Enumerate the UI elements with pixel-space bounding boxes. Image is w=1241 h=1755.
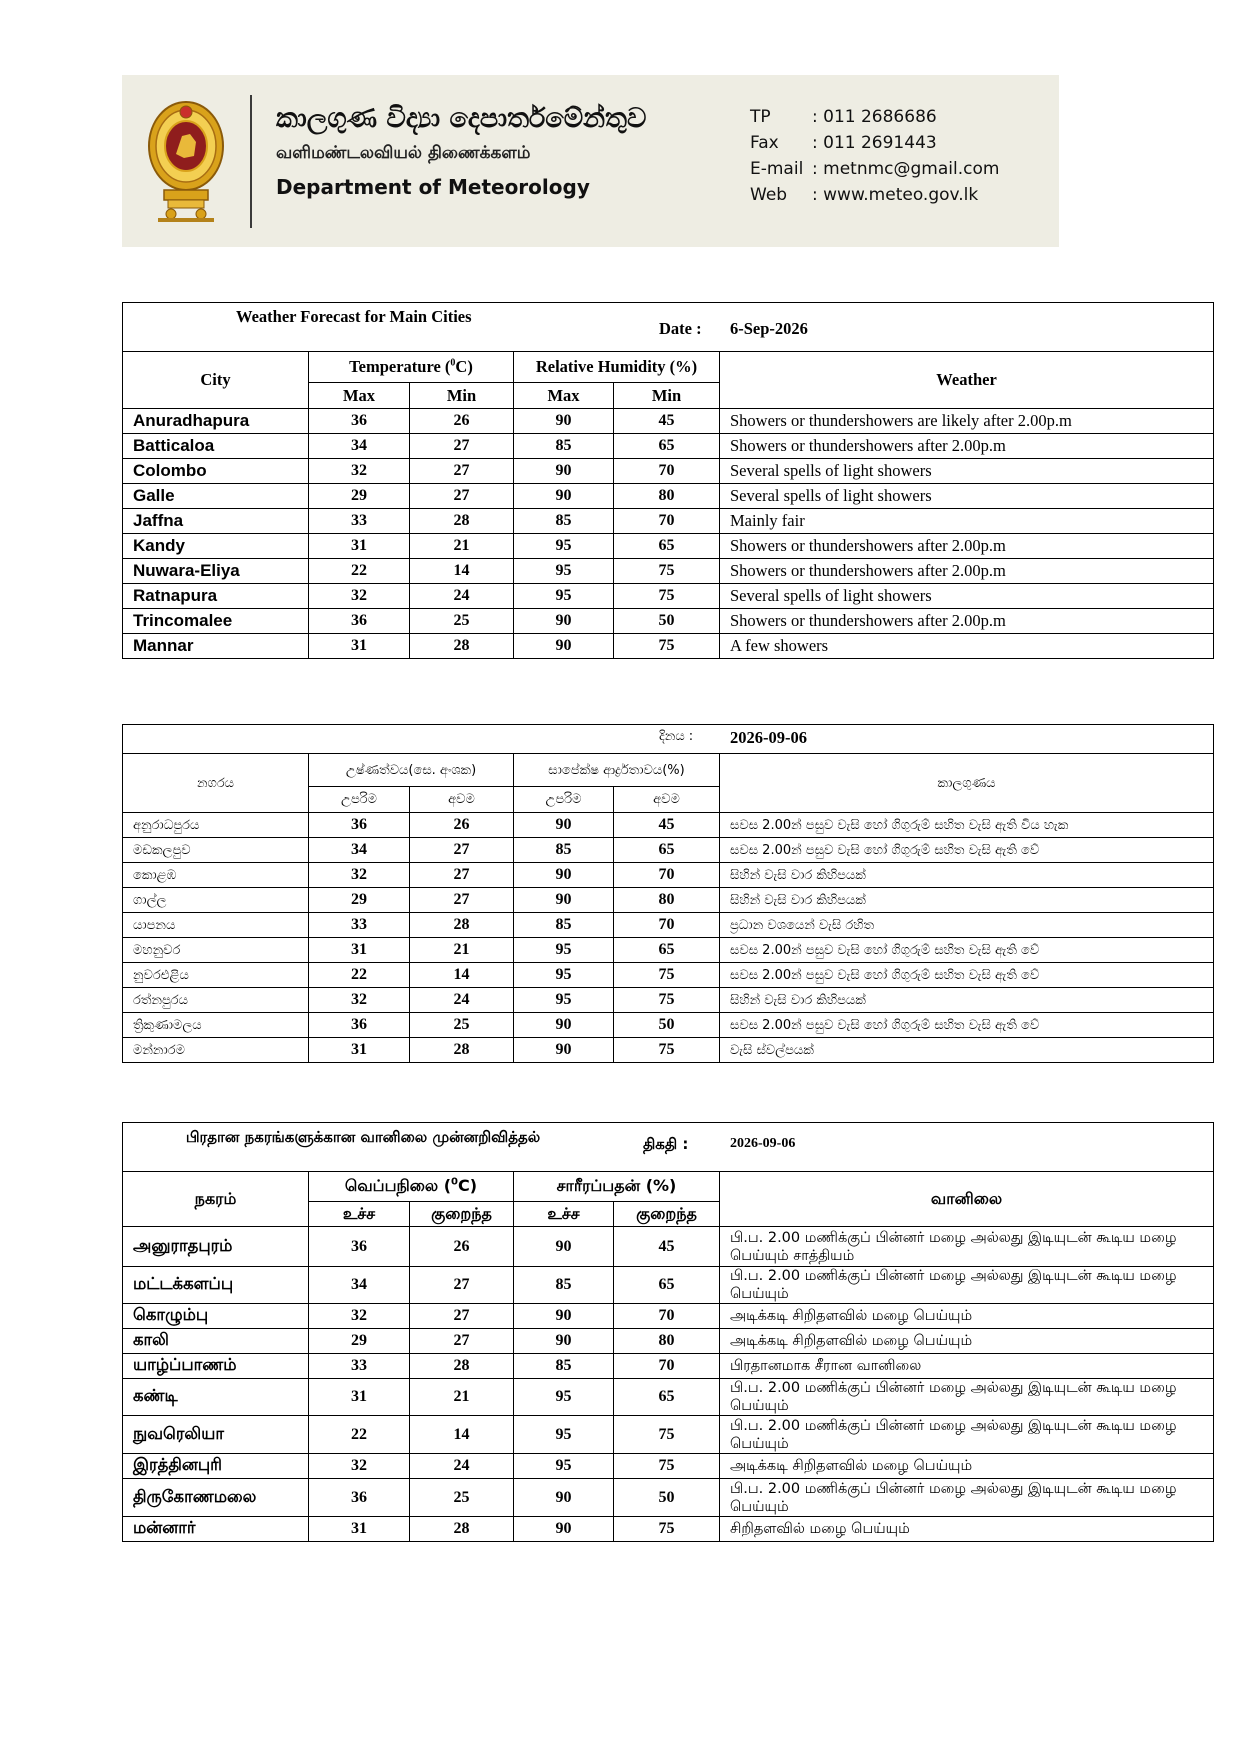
table-row: [123, 913, 1214, 938]
temp-min-cell: 21: [410, 1379, 514, 1416]
city-cell: Jaffna: [123, 509, 309, 534]
rh-min-cell: 75: [614, 584, 720, 609]
col-header-temp-max: உச்ச: [309, 1202, 410, 1227]
col-header-city: City: [123, 352, 309, 409]
table-row: [123, 409, 1214, 434]
rh-min-cell: 65: [614, 534, 720, 559]
weather-cell: Showers or thundershowers after 2.00p.m: [720, 434, 1214, 459]
city-cell: නුවරඑළිය: [123, 963, 309, 988]
city-cell: රත්නපුරය: [123, 988, 309, 1013]
table-row: [123, 1517, 1214, 1542]
rh-min-cell: 70: [614, 913, 720, 938]
rh-min-cell: 70: [614, 1354, 720, 1379]
temp-max-cell: 32: [309, 988, 410, 1013]
temp-max-cell: 36: [309, 1227, 410, 1267]
weather-cell: சிறிதளவில் மழை பெய்யும்: [720, 1517, 1214, 1542]
col-header-city: நகரம்: [123, 1172, 309, 1227]
weather-cell: Showers or thundershowers after 2.00p.m: [720, 559, 1214, 584]
rh-max-cell: 85: [514, 1354, 614, 1379]
weather-cell: සිහින් වැසි වාර කිහිපයක්: [720, 988, 1214, 1013]
table-row: [123, 509, 1214, 534]
weather-cell: සවස 2.00න් පසුව වැසි හෝ ගිගුරුම් සහිත වැසි ඇති වේ: [720, 1013, 1214, 1038]
col-header-humidity: Relative Humidity (%): [514, 352, 720, 383]
temp-min-cell: 28: [410, 1038, 514, 1063]
city-cell: மட்டக்களப்பு: [123, 1267, 309, 1304]
temp-max-cell: 22: [309, 963, 410, 988]
rh-min-cell: 50: [614, 1013, 720, 1038]
col-header-rh-max: உச்ச: [514, 1202, 614, 1227]
rh-min-cell: 75: [614, 988, 720, 1013]
forecast-table-english: [122, 302, 1214, 659]
rh-max-cell: 90: [514, 1517, 614, 1542]
weather-cell: A few showers: [720, 634, 1214, 659]
city-cell: Kandy: [123, 534, 309, 559]
table-row: [123, 559, 1214, 584]
temp-max-cell: 32: [309, 1304, 410, 1329]
weather-cell: பி.ப. 2.00 மணிக்குப் பின்னர் மழை அல்லது இடியுடன் கூடிய மழை பெய்யும்: [720, 1416, 1214, 1454]
contact-fax: Fax : 011 2691443: [750, 133, 937, 153]
rh-min-cell: 50: [614, 609, 720, 634]
temp-max-cell: 34: [309, 434, 410, 459]
rh-min-cell: 75: [614, 1416, 720, 1454]
temp-min-cell: 14: [410, 559, 514, 584]
city-cell: Batticaloa: [123, 434, 309, 459]
rh-min-cell: 65: [614, 434, 720, 459]
rh-min-cell: 75: [614, 963, 720, 988]
col-header-humidity: சாரீரப்பதன் (%): [514, 1172, 720, 1202]
temp-max-cell: 29: [309, 1329, 410, 1354]
city-cell: நுவரெலியா: [123, 1416, 309, 1454]
rh-max-cell: 90: [514, 1038, 614, 1063]
temp-max-cell: 36: [309, 1479, 410, 1517]
rh-max-cell: 95: [514, 1416, 614, 1454]
table-row: [123, 1267, 1214, 1304]
temp-min-cell: 26: [410, 813, 514, 838]
weather-cell: Showers or thundershowers after 2.00p.m: [720, 609, 1214, 634]
city-cell: கண்டி: [123, 1379, 309, 1416]
temp-max-cell: 33: [309, 509, 410, 534]
temp-min-cell: 28: [410, 634, 514, 659]
weather-cell: Several spells of light showers: [720, 484, 1214, 509]
rh-min-cell: 65: [614, 838, 720, 863]
org-name-sinhala: කාලගුණ විද්‍යා දෙපාර්තමේන්තුව: [276, 103, 647, 134]
rh-max-cell: 90: [514, 813, 614, 838]
temp-max-cell: 33: [309, 913, 410, 938]
col-header-rh-max: උපරිම: [514, 787, 614, 813]
rh-max-cell: 95: [514, 534, 614, 559]
weather-cell: ප්‍රධාන වශයෙන් වැසි රහිත: [720, 913, 1214, 938]
rh-max-cell: 95: [514, 1454, 614, 1479]
rh-min-cell: 70: [614, 509, 720, 534]
rh-max-cell: 95: [514, 559, 614, 584]
table-row: [123, 1227, 1214, 1267]
temp-min-cell: 27: [410, 484, 514, 509]
weather-cell: වැසි ස්වල්පයක්: [720, 1038, 1214, 1063]
temp-max-cell: 32: [309, 584, 410, 609]
city-cell: කොළඹ: [123, 863, 309, 888]
temp-min-cell: 27: [410, 434, 514, 459]
weather-cell: සවස 2.00න් පසුව වැසි හෝ ගිගුරුම් සහිත වැසි ඇති විය හැක: [720, 813, 1214, 838]
weather-cell: Showers or thundershowers after 2.00p.m: [720, 534, 1214, 559]
temp-min-cell: 14: [410, 963, 514, 988]
col-header-temp-min: குறைந்த: [410, 1202, 514, 1227]
temp-max-cell: 31: [309, 634, 410, 659]
temp-max-cell: 36: [309, 1013, 410, 1038]
rh-min-cell: 75: [614, 1454, 720, 1479]
organization-name: [276, 101, 646, 205]
table-row: [123, 634, 1214, 659]
temp-min-cell: 24: [410, 1454, 514, 1479]
temp-min-cell: 28: [410, 1517, 514, 1542]
city-cell: இரத்தினபுரி: [123, 1454, 309, 1479]
table-row: [123, 1304, 1214, 1329]
rh-min-cell: 50: [614, 1479, 720, 1517]
table-row: [123, 1479, 1214, 1517]
rh-max-cell: 95: [514, 938, 614, 963]
weather-cell: සවස 2.00න් පසුව වැසි හෝ ගිගුරුම් සහිත වැසි ඇති වේ: [720, 938, 1214, 963]
table-row: [123, 938, 1214, 963]
temp-max-cell: 29: [309, 888, 410, 913]
temp-min-cell: 25: [410, 1479, 514, 1517]
city-cell: ත්‍රිකුණාමලය: [123, 1013, 309, 1038]
table-row: [123, 1354, 1214, 1379]
table-row: [123, 584, 1214, 609]
temp-max-cell: 29: [309, 484, 410, 509]
sri-lanka-emblem-icon: [146, 98, 226, 224]
contact-phone: TP : 011 2686686: [750, 107, 937, 127]
date-label: திகதி :: [643, 1135, 689, 1153]
weather-cell: සිහින් වැසි වාර කිහිපයක්: [720, 863, 1214, 888]
rh-min-cell: 75: [614, 559, 720, 584]
weather-cell: සවස 2.00න් පසුව වැසි හෝ ගිගුරුම් සහිත වැසි ඇති වේ: [720, 838, 1214, 863]
rh-min-cell: 75: [614, 634, 720, 659]
header-divider: [250, 95, 252, 228]
table-body: [123, 813, 1214, 1063]
temp-max-cell: 31: [309, 938, 410, 963]
col-header-weather: කාලගුණය: [720, 754, 1214, 813]
col-header-weather: வானிலை: [720, 1172, 1214, 1227]
table-row: [123, 1379, 1214, 1416]
temp-min-cell: 24: [410, 988, 514, 1013]
col-header-temp-max: උපරිම: [309, 787, 410, 813]
city-cell: Anuradhapura: [123, 409, 309, 434]
rh-min-cell: 75: [614, 1038, 720, 1063]
col-header-city: නගරය: [123, 754, 309, 813]
rh-max-cell: 90: [514, 484, 614, 509]
temp-max-cell: 22: [309, 1416, 410, 1454]
table-row: [123, 963, 1214, 988]
weather-cell: සිහින් වැසි වාර කිහිපයක්: [720, 888, 1214, 913]
rh-max-cell: 85: [514, 434, 614, 459]
temp-max-cell: 34: [309, 838, 410, 863]
city-cell: මහනුවර: [123, 938, 309, 963]
city-cell: திருகோணமலை: [123, 1479, 309, 1517]
table-body: [123, 1227, 1214, 1542]
weather-cell: அடிக்கடி சிறிதளவில் மழை பெய்யும்: [720, 1329, 1214, 1354]
city-cell: අනුරාධපුරය: [123, 813, 309, 838]
temp-max-cell: 31: [309, 1038, 410, 1063]
table-row: [123, 988, 1214, 1013]
contact-email: E-mail : metnmc@gmail.com: [750, 159, 1000, 179]
col-header-weather: Weather: [720, 352, 1214, 409]
col-header-rh-max: Max: [514, 383, 614, 409]
rh-min-cell: 80: [614, 888, 720, 913]
temp-min-cell: 27: [410, 1304, 514, 1329]
temp-min-cell: 14: [410, 1416, 514, 1454]
date-value: 2026-09-06: [730, 1136, 796, 1151]
weather-cell: பி.ப. 2.00 மணிக்குப் பின்னர் மழை அல்லது இடியுடன் கூடிய மழை பெய்யும்: [720, 1479, 1214, 1517]
temp-min-cell: 27: [410, 459, 514, 484]
city-cell: Trincomalee: [123, 609, 309, 634]
date-value: 2026-09-06: [730, 728, 807, 747]
temp-min-cell: 25: [410, 609, 514, 634]
city-cell: Nuwara-Eliya: [123, 559, 309, 584]
table-row: [123, 1329, 1214, 1354]
temp-min-cell: 28: [410, 1354, 514, 1379]
rh-min-cell: 45: [614, 1227, 720, 1267]
city-cell: Ratnapura: [123, 584, 309, 609]
table-row: [123, 1454, 1214, 1479]
temp-min-cell: 26: [410, 409, 514, 434]
col-header-temp-min: Min: [410, 383, 514, 409]
weather-cell: Mainly fair: [720, 509, 1214, 534]
temp-min-cell: 24: [410, 584, 514, 609]
rh-min-cell: 70: [614, 863, 720, 888]
weather-cell: அடிக்கடி சிறிதளவில் மழை பெய்யும்: [720, 1304, 1214, 1329]
rh-max-cell: 95: [514, 1379, 614, 1416]
rh-min-cell: 70: [614, 459, 720, 484]
org-name-tamil: வளிமண்டலவியல் திணைக்களம்: [276, 143, 531, 163]
temp-min-cell: 26: [410, 1227, 514, 1267]
contact-details: [750, 104, 999, 208]
temp-min-cell: 25: [410, 1013, 514, 1038]
col-header-rh-min: குறைந்த: [614, 1202, 720, 1227]
col-header-temp-min: අවම: [410, 787, 514, 813]
temp-max-cell: 36: [309, 609, 410, 634]
rh-max-cell: 90: [514, 1329, 614, 1354]
city-cell: මඩකලපුව: [123, 838, 309, 863]
col-header-humidity: සාපේක්ෂ ආර්ද්‍රතාවය(%): [514, 754, 720, 787]
rh-max-cell: 85: [514, 838, 614, 863]
table-row: [123, 863, 1214, 888]
weather-cell: பி.ப. 2.00 மணிக்குப் பின்னர் மழை அல்லது இடியுடன் கூடிய மழை பெய்யும் சாத்தியம்: [720, 1227, 1214, 1267]
city-cell: Mannar: [123, 634, 309, 659]
table-row: [123, 813, 1214, 838]
temp-min-cell: 27: [410, 888, 514, 913]
rh-max-cell: 90: [514, 409, 614, 434]
table-row: [123, 1038, 1214, 1063]
rh-max-cell: 85: [514, 913, 614, 938]
weather-cell: பி.ப. 2.00 மணிக்குப் பின்னர் மழை அல்லது இடியுடன் கூடிய மழை பெய்யும்: [720, 1379, 1214, 1416]
temp-min-cell: 21: [410, 534, 514, 559]
city-cell: ගාල්ල: [123, 888, 309, 913]
table-row: [123, 459, 1214, 484]
temp-max-cell: 31: [309, 1517, 410, 1542]
temp-min-cell: 27: [410, 863, 514, 888]
table-row: [123, 434, 1214, 459]
table-row: [123, 534, 1214, 559]
letterhead: [122, 75, 1059, 247]
rh-max-cell: 95: [514, 963, 614, 988]
temp-max-cell: 36: [309, 813, 410, 838]
temp-min-cell: 21: [410, 938, 514, 963]
col-header-rh-min: අවම: [614, 787, 720, 813]
rh-max-cell: 90: [514, 1013, 614, 1038]
temp-min-cell: 27: [410, 838, 514, 863]
rh-max-cell: 90: [514, 459, 614, 484]
city-cell: මන්නාරම: [123, 1038, 309, 1063]
weather-cell: Several spells of light showers: [720, 459, 1214, 484]
table-body: [123, 409, 1214, 659]
table-row: [123, 1416, 1214, 1454]
col-header-temp-max: Max: [309, 383, 410, 409]
temp-max-cell: 34: [309, 1267, 410, 1304]
table-row: [123, 609, 1214, 634]
city-cell: கொழும்பு: [123, 1304, 309, 1329]
weather-cell: அடிக்கடி சிறிதளவில் மழை பெய்யும்: [720, 1454, 1214, 1479]
table-title: Weather Forecast for Main Cities: [236, 307, 472, 326]
city-cell: காலி: [123, 1329, 309, 1354]
col-header-temperature: வெப்பநிலை ($^0$C): [309, 1172, 514, 1202]
rh-max-cell: 90: [514, 609, 614, 634]
weather-cell: பி.ப. 2.00 மணிக்குப் பின்னர் மழை அல்லது இடியுடன் கூடிய மழை பெய்யும்: [720, 1267, 1214, 1304]
rh-max-cell: 85: [514, 509, 614, 534]
rh-max-cell: 90: [514, 1304, 614, 1329]
city-cell: Colombo: [123, 459, 309, 484]
city-cell: Galle: [123, 484, 309, 509]
temp-min-cell: 28: [410, 913, 514, 938]
temp-min-cell: 27: [410, 1267, 514, 1304]
rh-max-cell: 90: [514, 1479, 614, 1517]
temp-max-cell: 32: [309, 459, 410, 484]
rh-max-cell: 90: [514, 634, 614, 659]
table-row: [123, 888, 1214, 913]
temp-max-cell: 33: [309, 1354, 410, 1379]
date-value: 6-Sep-2026: [730, 319, 808, 338]
temp-max-cell: 31: [309, 534, 410, 559]
rh-max-cell: 90: [514, 863, 614, 888]
rh-max-cell: 85: [514, 1267, 614, 1304]
forecast-table-sinhala: [122, 724, 1214, 1063]
forecast-table-tamil: [122, 1122, 1214, 1542]
org-name-english: Department of Meteorology: [276, 175, 590, 199]
date-label: Date :: [659, 319, 702, 338]
rh-min-cell: 65: [614, 1267, 720, 1304]
rh-min-cell: 45: [614, 409, 720, 434]
rh-min-cell: 80: [614, 484, 720, 509]
rh-min-cell: 80: [614, 1329, 720, 1354]
rh-min-cell: 45: [614, 813, 720, 838]
table-title-row: [123, 725, 1214, 754]
contact-web: Web : www.meteo.gov.lk: [750, 185, 979, 205]
rh-min-cell: 65: [614, 938, 720, 963]
col-header-temperature: උෂ්ණත්වය(සෙ. අංශක): [309, 754, 514, 787]
weather-cell: සවස 2.00න් පසුව වැසි හෝ ගිගුරුම් සහිත වැසි ඇති වේ: [720, 963, 1214, 988]
rh-min-cell: 75: [614, 1517, 720, 1542]
city-cell: மன்னார்: [123, 1517, 309, 1542]
temp-min-cell: 28: [410, 509, 514, 534]
city-cell: යාපනය: [123, 913, 309, 938]
col-header-temperature: Temperature ($^0$C): [309, 352, 514, 383]
temp-max-cell: 32: [309, 863, 410, 888]
date-label: දිනය :: [659, 729, 694, 744]
temp-max-cell: 31: [309, 1379, 410, 1416]
temp-min-cell: 27: [410, 1329, 514, 1354]
table-row: [123, 1013, 1214, 1038]
temp-max-cell: 22: [309, 559, 410, 584]
table-row: [123, 838, 1214, 863]
temp-max-cell: 32: [309, 1454, 410, 1479]
weather-cell: Showers or thundershowers are likely after 2.00p.m: [720, 409, 1214, 434]
rh-min-cell: 65: [614, 1379, 720, 1416]
col-header-rh-min: Min: [614, 383, 720, 409]
weather-cell: பிரதானமாக சீரான வானிலை: [720, 1354, 1214, 1379]
city-cell: அனுராதபுரம்: [123, 1227, 309, 1267]
city-cell: யாழ்ப்பாணம்: [123, 1354, 309, 1379]
temp-max-cell: 36: [309, 409, 410, 434]
rh-max-cell: 95: [514, 584, 614, 609]
rh-min-cell: 70: [614, 1304, 720, 1329]
weather-cell: Several spells of light showers: [720, 584, 1214, 609]
rh-max-cell: 95: [514, 988, 614, 1013]
table-row: [123, 484, 1214, 509]
table-title-row: [123, 303, 1214, 352]
table-title-row: [123, 1123, 1214, 1172]
rh-max-cell: 90: [514, 888, 614, 913]
rh-max-cell: 90: [514, 1227, 614, 1267]
table-title: பிரதான நகரங்களுக்கான வானிலை முன்னறிவித்தல்: [185, 1128, 541, 1146]
